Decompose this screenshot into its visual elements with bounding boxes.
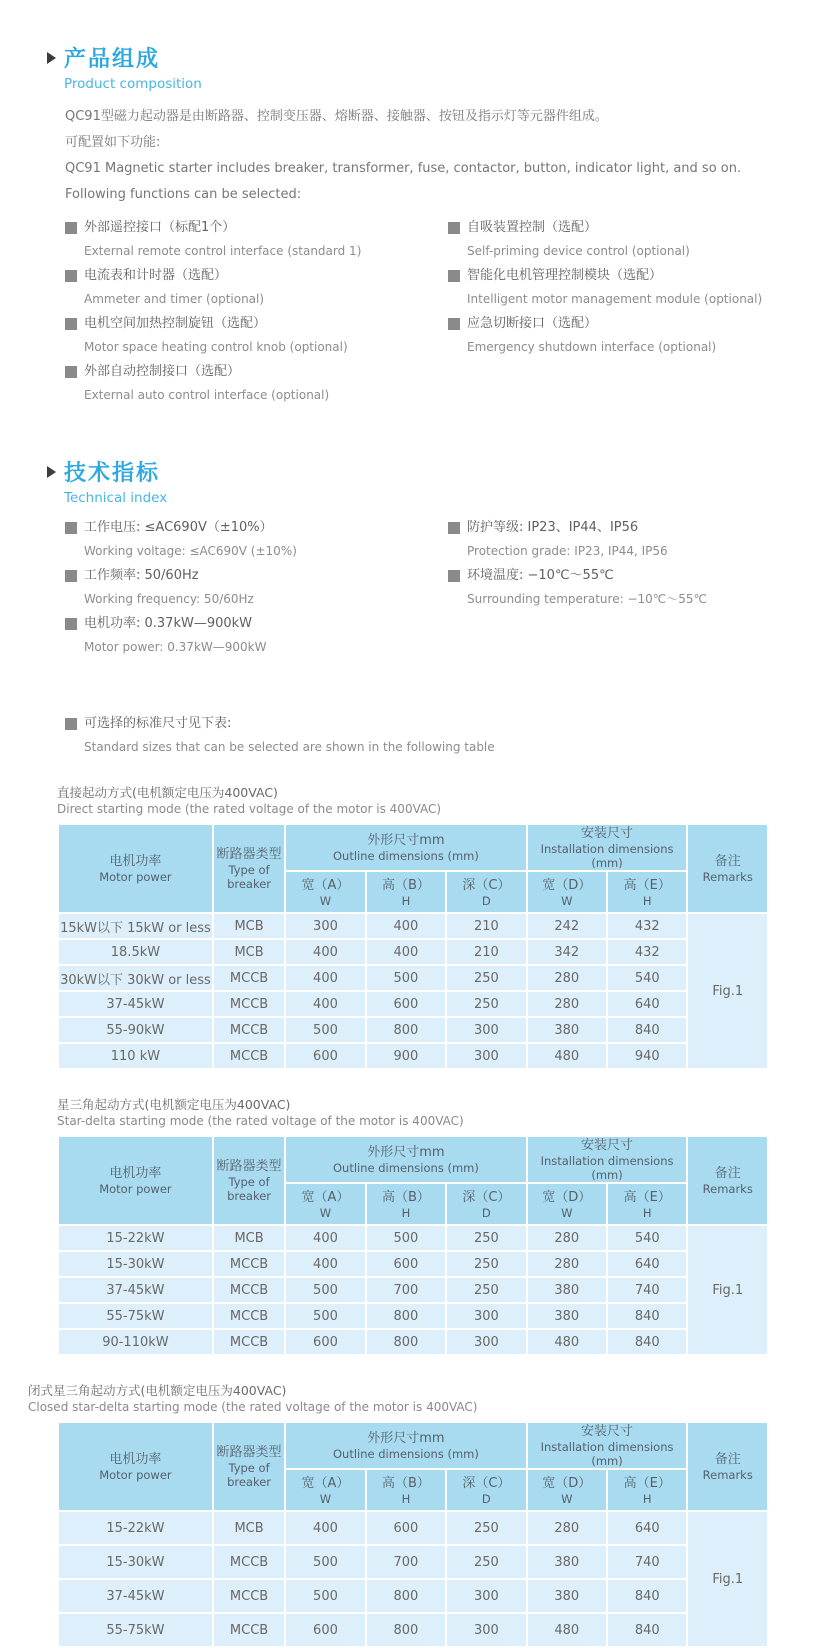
- table-cell: 900: [367, 1044, 445, 1068]
- table-cell: MCCB: [214, 1278, 284, 1302]
- table-cell: 110 kW: [59, 1044, 212, 1068]
- column-header: 电机功率 Motor power: [59, 1137, 212, 1224]
- table-cell: 210: [447, 914, 525, 938]
- section-product-composition: [47, 42, 790, 408]
- table-cell: 400: [286, 1226, 364, 1250]
- column-header: 宽（A） W: [286, 1470, 364, 1510]
- column-header: 备注 Remarks: [688, 1137, 767, 1224]
- table-cell: 15kW以下 15kW or less: [59, 914, 212, 938]
- table-cell: 600: [367, 1512, 445, 1544]
- table-cell: 300: [447, 1044, 525, 1068]
- column-header: 高（E） H: [608, 1470, 686, 1510]
- table-cell: 840: [608, 1304, 686, 1328]
- column-header: 宽（D） W: [528, 1184, 606, 1224]
- table-caption-zh: 闭式星三角起动方式(电机额定电压为400VAC): [28, 1383, 287, 1398]
- column-header: 深（C） D: [447, 1184, 525, 1224]
- item-label-en: Self-priming device control (optional): [467, 244, 690, 258]
- table-cell: 500: [286, 1018, 364, 1042]
- list-item: [448, 312, 790, 358]
- item-label-zh: 环境温度: −10℃～55℃: [467, 568, 614, 583]
- table-cell: 15-22kW: [59, 1512, 212, 1544]
- table-cell: 280: [528, 1252, 606, 1276]
- list-item: [65, 612, 448, 658]
- table-cell: 55-90kW: [59, 1018, 212, 1042]
- item-label-zh: 外部自动控制接口（选配）: [84, 364, 241, 379]
- table-block-closed-star-delta: [28, 1382, 790, 1648]
- table-cell: 940: [608, 1044, 686, 1068]
- table-cell: 380: [528, 1278, 606, 1302]
- table-cell: 300: [447, 1330, 525, 1354]
- section-arrow-icon: [47, 466, 56, 478]
- table-cell: 37-45kW: [59, 1580, 212, 1612]
- item-label-en: Ammeter and timer (optional): [84, 292, 265, 306]
- table-cell: 242: [528, 914, 606, 938]
- table-cell: 840: [608, 1614, 686, 1646]
- table-cell: 500: [286, 1304, 364, 1328]
- table-cell: 740: [608, 1278, 686, 1302]
- table-cell: 500: [367, 966, 445, 990]
- bullet-square-icon: [448, 270, 460, 282]
- table-cell: MCCB: [214, 1304, 284, 1328]
- table-cell: 640: [608, 1252, 686, 1276]
- item-label-zh: 工作频率: 50/60Hz: [84, 568, 199, 583]
- item-label-en: External remote control interface (standard 1): [84, 244, 362, 258]
- column-header: 安装尺寸 Installation dimensions (mm): [528, 1137, 687, 1182]
- table-cell: MCCB: [214, 1580, 284, 1612]
- table-cell: 30kW以下 30kW or less: [59, 966, 212, 990]
- column-header: 安装尺寸 Installation dimensions (mm): [528, 825, 687, 870]
- table-cell: 380: [528, 1580, 606, 1612]
- list-item: [65, 312, 448, 358]
- bullet-square-icon: [65, 318, 77, 330]
- table-cell: MCCB: [214, 1330, 284, 1354]
- table-cell: 800: [367, 1304, 445, 1328]
- table-cell: 250: [447, 992, 525, 1016]
- table-cell: MCB: [214, 914, 284, 938]
- table-cell: 400: [286, 992, 364, 1016]
- feature-column-left: [65, 216, 448, 408]
- table-cell: 600: [367, 992, 445, 1016]
- list-item: [448, 564, 790, 610]
- table-cell: 800: [367, 1330, 445, 1354]
- item-label-en: Intelligent motor management module (optional): [467, 292, 763, 306]
- item-label-en: External auto control interface (optional): [84, 388, 330, 402]
- table-cell: MCB: [214, 1226, 284, 1250]
- table-cell: 840: [608, 1018, 686, 1042]
- table-cell: MCCB: [214, 1018, 284, 1042]
- list-item: [65, 360, 448, 406]
- table-cell: 400: [367, 940, 445, 964]
- list-item: [448, 264, 790, 310]
- item-label-zh: 电流表和计时器（选配）: [84, 268, 228, 283]
- bullet-square-icon: [65, 522, 77, 534]
- table-cell: 250: [447, 966, 525, 990]
- table-cell: 250: [447, 1512, 525, 1544]
- intro-paragraphs: [65, 104, 790, 208]
- table-cell: 210: [447, 940, 525, 964]
- bullet-square-icon: [65, 718, 77, 730]
- table-cell: 37-45kW: [59, 992, 212, 1016]
- table-cell: 480: [528, 1614, 606, 1646]
- table-caption-en: Direct starting mode (the rated voltage of the motor is 400VAC): [57, 802, 442, 816]
- table-cell: 600: [286, 1614, 364, 1646]
- bullet-square-icon: [65, 222, 77, 234]
- column-header: 深（C） D: [447, 872, 525, 912]
- spec-table: [57, 1135, 769, 1356]
- table-cell: 480: [528, 1330, 606, 1354]
- spec-table: [57, 823, 769, 1070]
- table-cell: 18.5kW: [59, 940, 212, 964]
- table-cell: 840: [608, 1330, 686, 1354]
- column-header: 外形尺寸mm Outline dimensions (mm): [286, 1137, 525, 1182]
- table-cell: 540: [608, 966, 686, 990]
- item-label-en: Protection grade: IP23, IP44, IP56: [467, 544, 668, 558]
- column-header: 高（E） H: [608, 872, 686, 912]
- list-item: [65, 216, 448, 262]
- bullet-square-icon: [448, 570, 460, 582]
- item-label-zh: 电机空间加热控制旋钮（选配）: [84, 316, 267, 331]
- table-cell: 600: [367, 1252, 445, 1276]
- item-label-zh: 防护等级: IP23、IP44、IP56: [467, 520, 639, 535]
- table-cell: 600: [286, 1044, 364, 1068]
- list-item: [65, 516, 448, 562]
- bullet-square-icon: [65, 570, 77, 582]
- item-label-zh: 应急切断接口（选配）: [467, 316, 598, 331]
- column-header: 宽（D） W: [528, 872, 606, 912]
- table-caption: [57, 1096, 790, 1130]
- table-cell: 500: [286, 1546, 364, 1578]
- table-cell: 280: [528, 966, 606, 990]
- item-label-zh: 工作电压: ≤AC690V（±10%）: [84, 520, 273, 535]
- table-cell: 840: [608, 1580, 686, 1612]
- column-header: 宽（A） W: [286, 1184, 364, 1224]
- table-cell: 15-30kW: [59, 1252, 212, 1276]
- table-cell: 280: [528, 1226, 606, 1250]
- table-caption: [57, 784, 790, 818]
- section-technical-index: [47, 456, 790, 758]
- bullet-square-icon: [448, 222, 460, 234]
- feature-column-right: [448, 216, 790, 408]
- item-label-en: Motor power: 0.37kW—900kW: [84, 640, 267, 654]
- column-header: 断路器类型 Type of breaker: [214, 825, 284, 912]
- column-header: 电机功率 Motor power: [59, 1423, 212, 1510]
- list-item: [448, 216, 790, 262]
- table-cell: 400: [286, 1512, 364, 1544]
- remarks-cell: Fig.1: [688, 1226, 767, 1354]
- table-cell: 380: [528, 1546, 606, 1578]
- standard-sizes-note: [65, 712, 790, 758]
- column-header: 外形尺寸mm Outline dimensions (mm): [286, 1423, 525, 1468]
- table-cell: 700: [367, 1278, 445, 1302]
- table-caption: [28, 1382, 790, 1416]
- table-cell: 90-110kW: [59, 1330, 212, 1354]
- column-header: 高（B） H: [367, 872, 445, 912]
- bullet-square-icon: [65, 366, 77, 378]
- table-cell: 400: [286, 1252, 364, 1276]
- section-subtitle: Technical index: [64, 490, 168, 506]
- table-cell: MCB: [214, 1512, 284, 1544]
- section-title: 产品组成: [64, 47, 161, 72]
- table-cell: 432: [608, 940, 686, 964]
- table-caption-en: Closed star-delta starting mode (the rated voltage of the motor is 400VAC): [28, 1400, 478, 1414]
- table-cell: 300: [447, 1580, 525, 1612]
- table-cell: 400: [367, 914, 445, 938]
- table-cell: 250: [447, 1546, 525, 1578]
- table-cell: 800: [367, 1580, 445, 1612]
- item-label-zh: 自吸装置控制（选配）: [467, 220, 598, 235]
- table-cell: 640: [608, 1512, 686, 1544]
- table-cell: 740: [608, 1546, 686, 1578]
- table-cell: 380: [528, 1018, 606, 1042]
- bullet-square-icon: [448, 318, 460, 330]
- table-cell: MCCB: [214, 966, 284, 990]
- table-cell: 300: [447, 1614, 525, 1646]
- table-cell: 250: [447, 1278, 525, 1302]
- section-heading: [47, 456, 790, 506]
- table-cell: 540: [608, 1226, 686, 1250]
- table-cell: 600: [286, 1330, 364, 1354]
- table-cell: 300: [447, 1018, 525, 1042]
- table-cell: 800: [367, 1018, 445, 1042]
- table-cell: 300: [447, 1304, 525, 1328]
- column-header: 断路器类型 Type of breaker: [214, 1423, 284, 1510]
- table-cell: 55-75kW: [59, 1304, 212, 1328]
- table-cell: 55-75kW: [59, 1614, 212, 1646]
- item-label-zh: 可选择的标准尺寸见下表:: [84, 716, 232, 731]
- table-cell: 700: [367, 1546, 445, 1578]
- table-cell: 400: [286, 966, 364, 990]
- column-header: 高（E） H: [608, 1184, 686, 1224]
- section-heading: [47, 42, 790, 92]
- spec-column-right: [448, 516, 790, 660]
- section-title: 技术指标: [64, 461, 161, 486]
- table-cell: MCB: [214, 940, 284, 964]
- column-header: 电机功率 Motor power: [59, 825, 212, 912]
- list-item: [65, 264, 448, 310]
- item-label-en: Standard sizes that can be selected are shown in the following table: [84, 740, 495, 754]
- table-cell: 400: [286, 940, 364, 964]
- column-header: 宽（D） W: [528, 1470, 606, 1510]
- remarks-cell: Fig.1: [688, 914, 767, 1068]
- table-caption-en: Star-delta starting mode (the rated voltage of the motor is 400VAC): [57, 1114, 464, 1128]
- table-caption-zh: 星三角起动方式(电机额定电压为400VAC): [57, 1097, 291, 1112]
- table-cell: MCCB: [214, 1546, 284, 1578]
- bullet-square-icon: [448, 522, 460, 534]
- table-block-star-delta: [47, 1096, 790, 1356]
- item-label-zh: 外部遥控接口（标配1个）: [84, 220, 236, 235]
- table-cell: 37-45kW: [59, 1278, 212, 1302]
- table-cell: 500: [286, 1278, 364, 1302]
- item-label-en: Emergency shutdown interface (optional): [467, 340, 717, 354]
- column-header: 高（B） H: [367, 1470, 445, 1510]
- column-header: 断路器类型 Type of breaker: [214, 1137, 284, 1224]
- column-header: 宽（A） W: [286, 872, 364, 912]
- feature-columns: [65, 216, 790, 408]
- table-cell: 250: [447, 1226, 525, 1250]
- table-cell: 500: [367, 1226, 445, 1250]
- table-cell: 280: [528, 992, 606, 1016]
- item-label-zh: 电机功率: 0.37kW—900kW: [84, 616, 253, 631]
- paragraph: QC91 Magnetic starter includes breaker, transformer, fuse, contactor, button, indicator light, and so on.: [65, 161, 742, 176]
- column-header: 外形尺寸mm Outline dimensions (mm): [286, 825, 525, 870]
- table-cell: 280: [528, 1512, 606, 1544]
- table-cell: MCCB: [214, 992, 284, 1016]
- table-cell: 342: [528, 940, 606, 964]
- item-label-en: Surrounding temperature: −10℃～55℃: [467, 592, 707, 606]
- item-label-en: Motor space heating control knob (optional): [84, 340, 348, 354]
- column-header: 高（B） H: [367, 1184, 445, 1224]
- bullet-square-icon: [65, 618, 77, 630]
- table-cell: 480: [528, 1044, 606, 1068]
- spec-table: [57, 1421, 769, 1648]
- list-item: [65, 564, 448, 610]
- section-subtitle: Product composition: [64, 76, 202, 92]
- spec-columns: [65, 516, 790, 660]
- table-cell: MCCB: [214, 1614, 284, 1646]
- column-header: 深（C） D: [447, 1470, 525, 1510]
- list-item: [448, 516, 790, 562]
- item-label-zh: 智能化电机管理控制模块（选配）: [467, 268, 663, 283]
- spec-column-left: [65, 516, 448, 660]
- table-cell: 640: [608, 992, 686, 1016]
- paragraph: 可配置如下功能:: [65, 135, 161, 150]
- table-caption-zh: 直接起动方式(电机额定电压为400VAC): [57, 785, 278, 800]
- item-label-en: Working voltage: ≤AC690V (±10%): [84, 544, 297, 558]
- table-cell: 300: [286, 914, 364, 938]
- paragraph: QC91型磁力起动器是由断路器、控制变压器、熔断器、接触器、按钮及指示灯等元器件组成。: [65, 109, 608, 124]
- table-cell: 432: [608, 914, 686, 938]
- table-cell: 500: [286, 1580, 364, 1612]
- column-header: 备注 Remarks: [688, 825, 767, 912]
- table-cell: 800: [367, 1614, 445, 1646]
- column-header: 安装尺寸 Installation dimensions (mm): [528, 1423, 687, 1468]
- table-cell: 15-30kW: [59, 1546, 212, 1578]
- remarks-cell: Fig.1: [688, 1512, 767, 1646]
- table-cell: MCCB: [214, 1044, 284, 1068]
- section-arrow-icon: [47, 52, 56, 64]
- table-cell: 380: [528, 1304, 606, 1328]
- table-cell: 15-22kW: [59, 1226, 212, 1250]
- column-header: 备注 Remarks: [688, 1423, 767, 1510]
- item-label-en: Working frequency: 50/60Hz: [84, 592, 254, 606]
- paragraph: Following functions can be selected:: [65, 187, 302, 202]
- table-cell: MCCB: [214, 1252, 284, 1276]
- list-item: [65, 712, 790, 758]
- table-block-direct-starting: [47, 784, 790, 1070]
- table-cell: 250: [447, 1252, 525, 1276]
- bullet-square-icon: [65, 270, 77, 282]
